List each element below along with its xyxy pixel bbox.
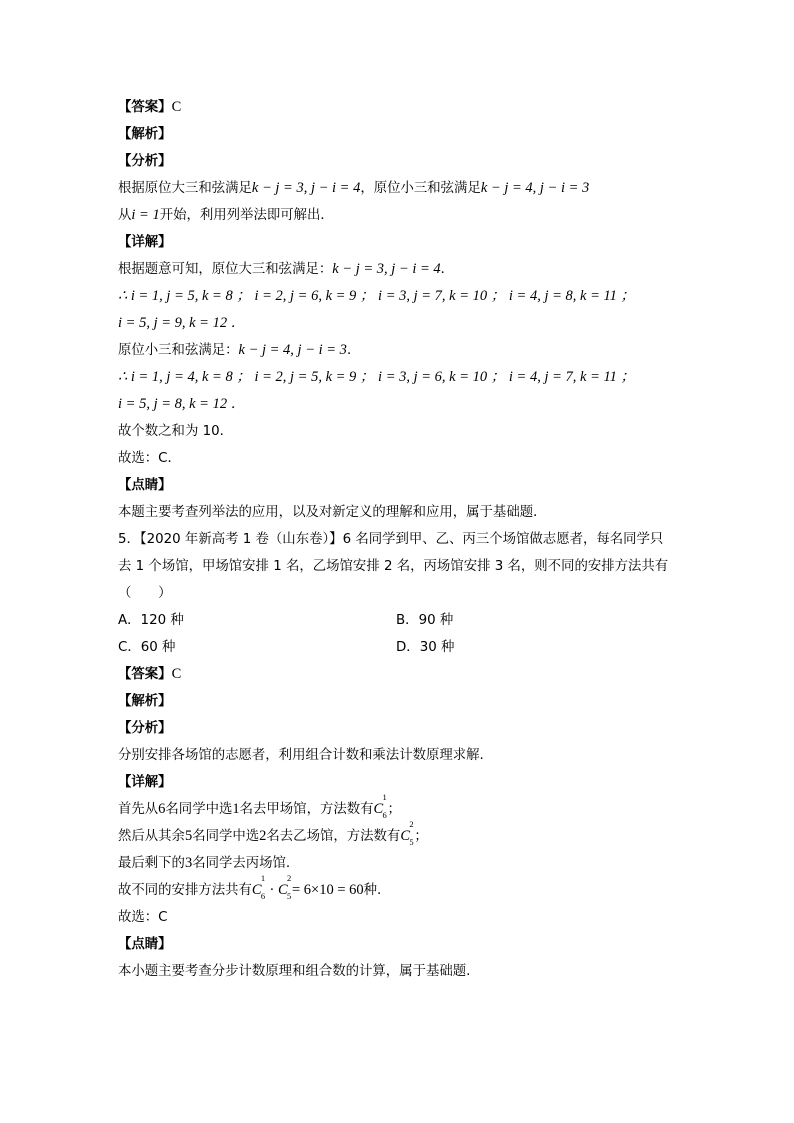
detail-minor-end: ． (346, 343, 361, 358)
q4-comment-tag: 【点睛】 (118, 478, 172, 493)
comb-c61 (373, 792, 388, 823)
step2-n: 5 (184, 828, 193, 844)
option-d: D．30 种 (396, 640, 455, 655)
comb-up: 2 (287, 873, 292, 883)
step3-pre: 最后剩下的 (118, 856, 185, 871)
q4-answer-line (118, 94, 678, 121)
comb-c61-total (251, 873, 266, 904)
total-expr: = 6×10 = 60 (292, 882, 364, 898)
q5-total (118, 873, 678, 904)
q4-detail-tag: 【详解】 (118, 235, 172, 250)
answer-tag: 【答案】 (118, 100, 172, 115)
q5-analysis-tag: 【解析】 (118, 694, 172, 709)
major-list-line1: ∴ i = 1, j = 5, k = 8 ； i = 2, j = 6, k = 9 ； i = 3, j = 7, k = 10 ； i = 4, j = 8, k = 11 ； (118, 288, 636, 304)
detail-major-text: 根据题意可知，原位大三和弦满足： (118, 262, 333, 277)
q4-comment-text: 本题主要考查列举法的应用，以及对新定义的理解和应用，属于基础题． (118, 505, 547, 520)
step1-pre: 首先从 (118, 802, 159, 817)
fenxi-pre: 从 (118, 208, 132, 223)
q5-stem-line1: 5．【2020 年新高考 1 卷（山东卷）】6 名同学到甲、乙、丙三个场馆做志愿者，每名同学只 (118, 532, 664, 547)
document-page (118, 94, 678, 985)
q4-detail-major (118, 256, 678, 283)
q5-stem-line3: （ ） (118, 586, 172, 601)
option-a: A．120 种 (118, 613, 184, 628)
fenxi-post: 开始，利用列举法即可解出． (159, 208, 334, 223)
comb-dn: 6 (260, 891, 266, 901)
comb-base: C (278, 882, 288, 898)
step2-post: 名去乙场馆，方法数有 (266, 829, 401, 844)
q5-comment-tag: 【点睛】 (118, 937, 172, 952)
detail-minor-text: 原位小三和弦满足： (118, 343, 239, 358)
comb-c52-total (278, 873, 292, 904)
step1-mid: 名同学中选 (165, 802, 233, 817)
q5-comment-text: 本小题主要考查分步计数原理和组合数的计算，属于基础题. (118, 964, 471, 979)
q4-fenxi-line1 (118, 175, 678, 202)
comb-base: C (373, 801, 384, 817)
comb-dn: 5 (287, 891, 292, 901)
comb-c52 (400, 819, 414, 850)
step2-k: 2 (259, 828, 267, 844)
q5-step3 (118, 850, 678, 877)
q5-step2 (118, 819, 678, 850)
q5-choice-line: 故选：C (118, 910, 168, 925)
fenxi-mid: ，原位小三和弦满足 (360, 181, 481, 196)
step2-mid: 名同学中选 (192, 829, 260, 844)
q4-fenxi-line2 (118, 202, 678, 229)
q4-detail-minor (118, 337, 678, 364)
q5-options-row1 (118, 607, 678, 634)
step2-pre: 然后从其余 (118, 829, 185, 844)
q4-fenxi-tag: 【分析】 (118, 154, 172, 169)
detail-major-end: ． (440, 262, 455, 277)
comb-base: C (400, 828, 410, 844)
q5-options-row2 (118, 634, 678, 661)
step3-post: 名同学去丙场馆. (192, 856, 291, 871)
q5-detail-tag: 【详解】 (118, 775, 172, 790)
total-pre: 故不同的安排方法共有 (118, 883, 252, 898)
comb-up: 2 (409, 819, 414, 829)
q4-sum-line: 故个数之和为 10． (118, 424, 234, 439)
minor-condition: k − j = 4, j − i = 3 (480, 180, 590, 196)
q5-answer-line (118, 661, 678, 688)
start-condition: i = 1 (131, 207, 160, 223)
step2-end: ； (414, 829, 428, 844)
answer-value: C (171, 99, 182, 115)
comb-dn: 5 (409, 837, 414, 847)
step1-post: 名去甲场馆，方法数有 (239, 802, 374, 817)
answer-value: C (171, 666, 182, 682)
major-list-line2: i = 5, j = 9, k = 12 ． (118, 315, 246, 331)
comb-dn: 6 (382, 810, 387, 820)
minor-list-line1: ∴ i = 1, j = 4, k = 8 ； i = 2, j = 5, k = 9 ； i = 3, j = 6, k = 10 ； i = 4, j = 7, k = 11 ； (118, 369, 636, 385)
option-b: B．90 种 (396, 613, 454, 628)
step1-end: ； (387, 802, 401, 817)
q5-fenxi-text: 分别安排各场馆的志愿者，利用组合计数和乘法计数原理求解. (118, 748, 484, 763)
detail-major-math: k − j = 3, j − i = 4 (332, 261, 441, 277)
step1-n: 6 (158, 801, 166, 817)
total-post: 种. (363, 883, 382, 898)
comb-up: 1 (382, 792, 387, 802)
dot-operator: · (265, 882, 278, 898)
option-c: C．60 种 (118, 640, 176, 655)
comb-up: 1 (260, 873, 266, 883)
answer-tag: 【答案】 (118, 667, 172, 682)
q5-step1 (118, 792, 678, 823)
major-condition: k − j = 3, j − i = 4 (251, 180, 361, 196)
step3-n: 3 (184, 855, 193, 871)
q4-analysis-tag: 【解析】 (118, 127, 172, 142)
minor-list-line2: i = 5, j = 8, k = 12 ． (118, 396, 246, 412)
q4-choice-line: 故选：C． (118, 451, 181, 466)
q5-stem-line2: 去 1 个场馆，甲场馆安排 1 名，乙场馆安排 2 名，丙场馆安排 3 名，则不同的安排方法共有 (118, 559, 669, 574)
detail-minor-math: k − j = 4, j − i = 3 (238, 342, 347, 358)
step1-k: 1 (232, 801, 240, 817)
q5-fenxi-tag: 【分析】 (118, 721, 172, 736)
fenxi-text: 根据原位大三和弦满足 (118, 181, 252, 196)
comb-base: C (251, 882, 262, 898)
